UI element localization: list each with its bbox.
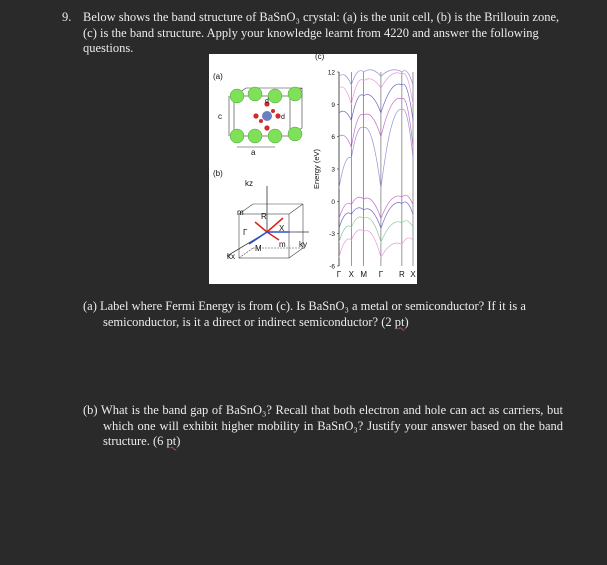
part-b-end: ): [176, 434, 181, 448]
sn-atom: [262, 111, 272, 121]
panel-a-label: (a): [213, 72, 223, 81]
panel-b-label: (b): [213, 169, 223, 178]
part-b-text: (b) What is the band gap of BaSnO₃? Recall that both electron and hole can act as carriers, but which one will exhibit higher mobility in BaSnO₃? Justify your answer based on the band structure. (6: [83, 403, 563, 448]
bz-kx-label: kx: [227, 252, 235, 261]
y-tick-label: 6: [331, 134, 335, 142]
y-tick-label: 9: [331, 101, 335, 109]
k-point-label: Γ: [336, 270, 342, 279]
bz-m2-label: m: [279, 240, 286, 249]
unit-cell-diagram: [209, 54, 309, 169]
bz-kz-label: kz: [245, 179, 253, 188]
part-b-pt: pt: [166, 434, 177, 448]
band-structure-figure: [209, 54, 417, 284]
bz-M-label: M: [255, 244, 262, 253]
y-axis-label: Energy (eV): [312, 148, 321, 190]
k-point-label: M: [360, 270, 368, 279]
part-a-text: (a) Label where Fermi Energy is from (c). Is BaSnO₃ a metal or semiconductor? If it is a semiconductor, is it a direct or indirect semiconductor? (2: [83, 299, 526, 329]
y-tick-label: -6: [329, 263, 335, 271]
brillouin-zone-diagram: [209, 174, 314, 284]
unit-cell-d1-label: d: [265, 98, 269, 105]
bz-m1-label: m: [237, 208, 244, 217]
unit-cell-a-label: a: [251, 148, 256, 157]
unit-cell-d2-label: d: [281, 114, 285, 121]
part-a-pt: pt: [394, 314, 405, 329]
bz-R-label: R: [261, 212, 267, 221]
y-tick-label: 0: [331, 198, 335, 206]
part-b: [83, 403, 563, 450]
k-point-label: Γ: [378, 270, 384, 279]
panel-c-label: (c): [315, 52, 325, 61]
k-point-label: X: [348, 270, 355, 279]
y-tick-label: 12: [327, 69, 335, 77]
y-tick-label: 3: [331, 166, 335, 174]
question-number: 9.: [62, 10, 72, 24]
band-structure-chart: [301, 54, 417, 284]
bz-ky-label: ky: [299, 240, 307, 249]
k-point-label: X: [410, 270, 416, 279]
question-intro: Below shows the band structure of BaSnO₃ crystal: (a) is the unit cell, (b) is the Brillouin zone, (c) is the band structure. Apply your knowledge learnt from 4220 and answer the following questions.: [83, 10, 560, 55]
bz-axes: [227, 186, 309, 256]
bz-gamma-label: Γ: [243, 228, 248, 237]
k-point-label: R: [399, 270, 405, 279]
unit-cell-c-label: c: [218, 112, 222, 121]
part-a-end: ): [404, 314, 409, 329]
part-a: [83, 299, 563, 330]
bz-X-label: X: [279, 224, 285, 233]
y-tick-label: -3: [329, 231, 335, 239]
